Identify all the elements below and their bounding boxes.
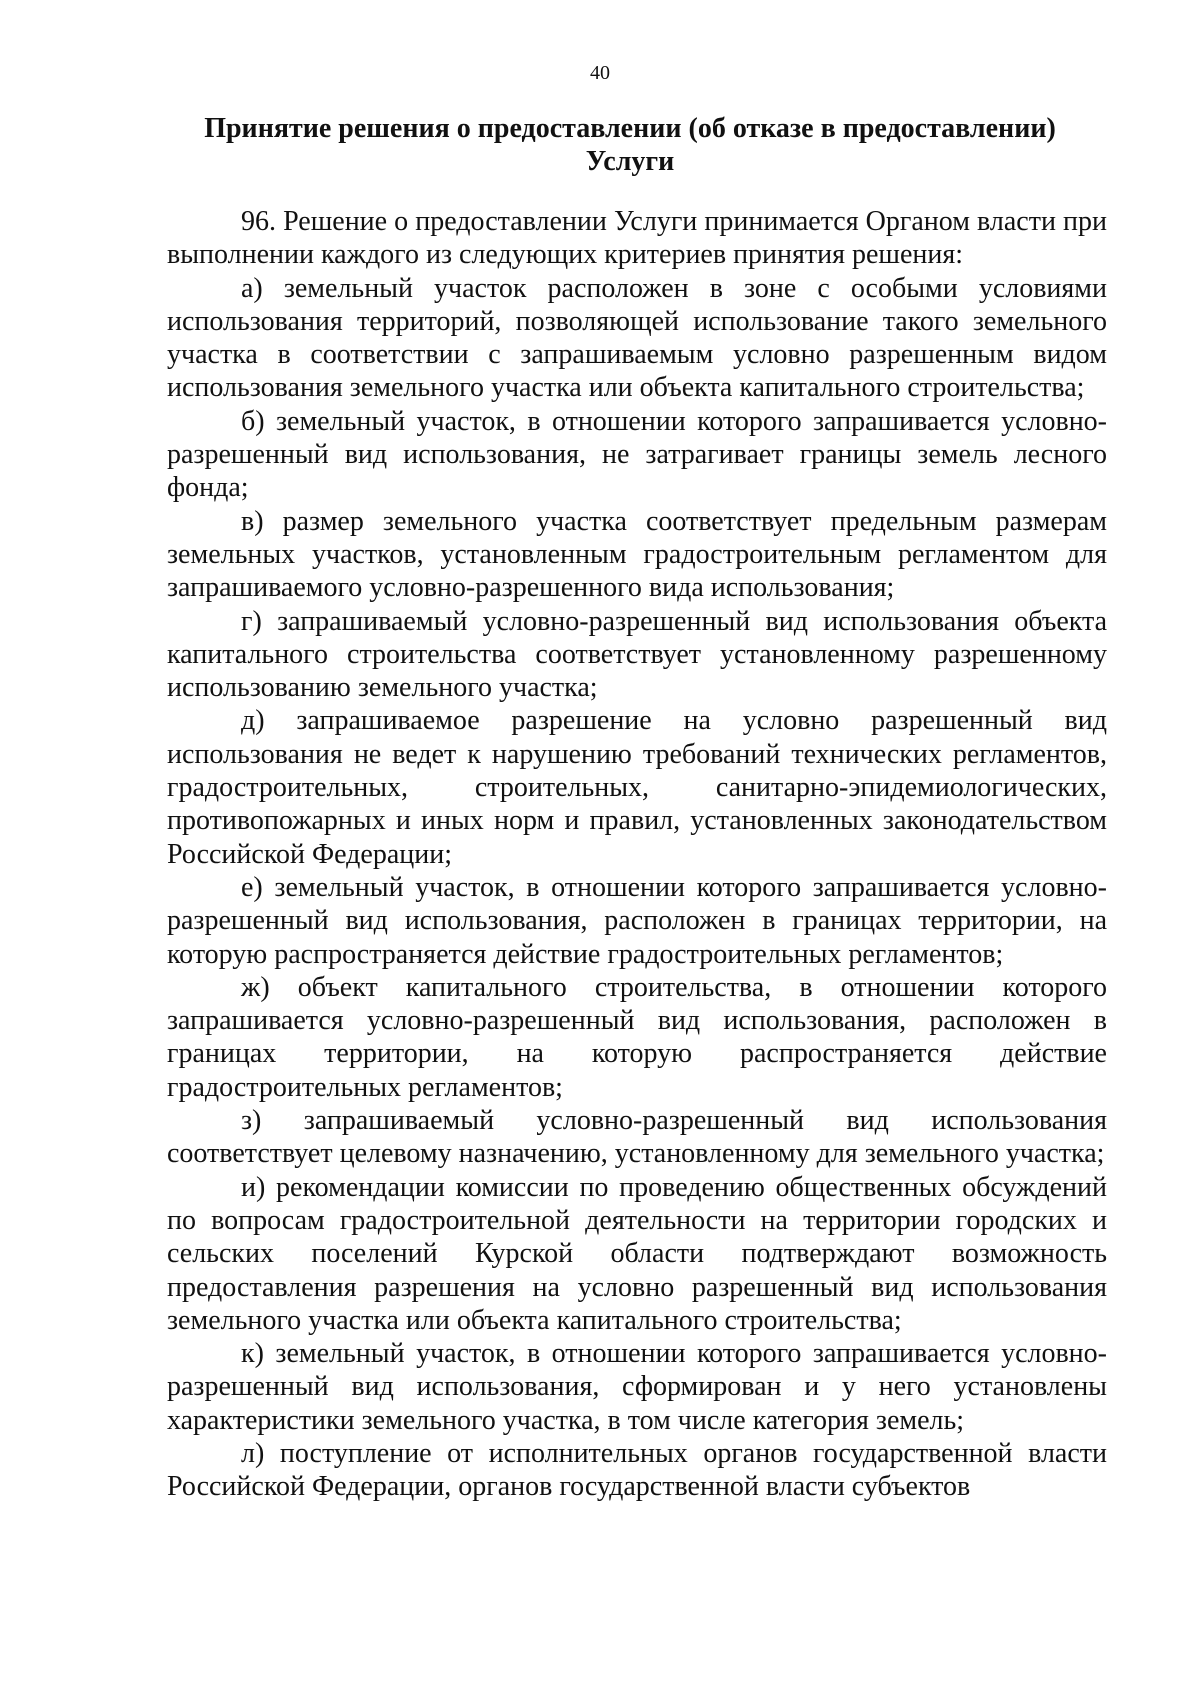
criterion-i: и) рекомендации комиссии по проведению общественных обсуждений по вопросам градостроительной деятельности на территории городских и сельских поселений Курской области подтверждают возможность предоставления разрешения на условно разрешенный вид использования земельного участка или объекта капитального строительства; [167, 1171, 1107, 1336]
criterion-a: а) земельный участок расположен в зоне с особыми условиями использования территорий, позволяющей использование такого земельного участка в соответствии с запрашиваемым условно разрешенным видом использования земельного участка или объекта капитального строительства; [167, 272, 1107, 404]
document-body [167, 205, 1107, 1504]
section-heading-line-1: Принятие решения о предоставлении (об отказе в предоставлении) [204, 113, 1056, 144]
criterion-e: е) земельный участок, в отношении которого запрашивается условно-разрешенный вид использования, расположен в границах территории, на которую распространяется действие градостроительных регламентов; [167, 871, 1107, 970]
criterion-d: д) запрашиваемое разрешение на условно разрешенный вид использования не ведет к нарушению требований технических регламентов, градостроительных, строительных, санитарно-эпидемиологических, противопожарных и иных норм и правил, установленных законодательством Российской Федерации; [167, 705, 1107, 870]
criterion-b: б) земельный участок, в отношении которого запрашивается условно-разрешенный вид использования, не затрагивает границы земель лесного фонда; [167, 405, 1107, 504]
section-heading-line-2: Услуги [585, 146, 675, 177]
criterion-l: л) поступление от исполнительных органов государственной власти Российской Федерации, органов государственной власти субъектов [167, 1437, 1107, 1503]
criterion-v: в) размер земельного участка соответствует предельным размерам земельных участков, установленным градостроительным регламентом для запрашиваемого условно-разрешенного вида использования; [167, 505, 1107, 604]
page-number: 40 [590, 62, 610, 84]
criterion-g: г) запрашиваемый условно-разрешенный вид использования объекта капитального строительства соответствует установленному разрешенному использованию земельного участка; [167, 605, 1107, 704]
criterion-z: з) запрашиваемый условно-разрешенный вид использования соответствует целевому назначению, установленному для земельного участка; [167, 1105, 1107, 1170]
paragraph-96: 96. Решение о предоставлении Услуги принимается Органом власти при выполнении каждого из следующих критериев принятия решения: [167, 206, 1107, 271]
section-heading [150, 112, 1110, 178]
criterion-zh: ж) объект капитального строительства, в отношении которого запрашивается условно-разрешенный вид использования, расположен в границах территории, на которую распространяется действие градостроительных регламентов; [167, 971, 1107, 1103]
criterion-k: к) земельный участок, в отношении которого запрашивается условно-разрешенный вид использования, сформирован и у него установлены характеристики земельного участка, в том числе категория земель; [167, 1338, 1107, 1436]
